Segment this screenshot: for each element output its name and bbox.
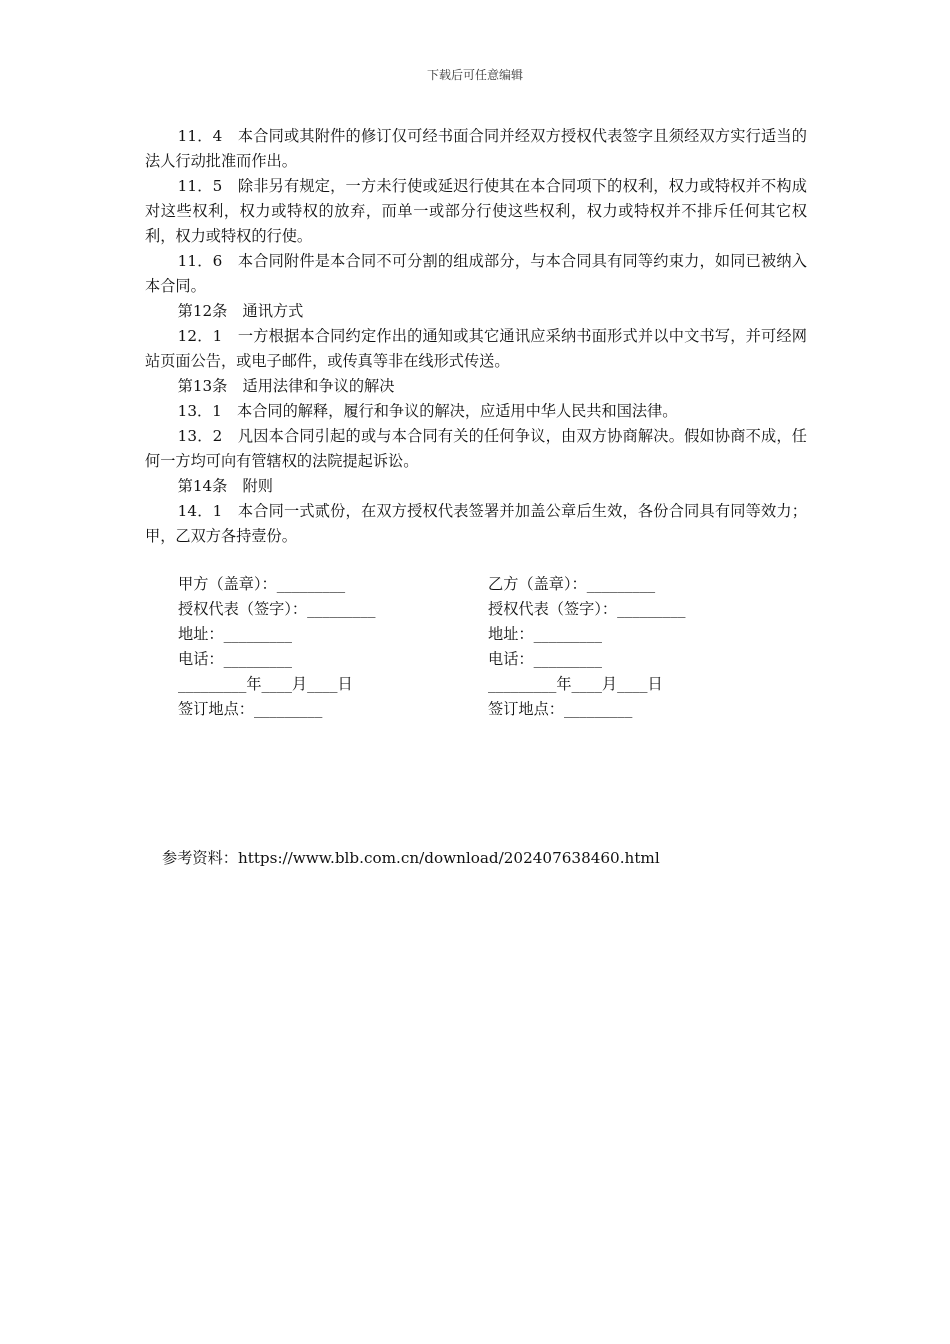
clause-11-6: 11．6 本合同附件是本合同不可分割的组成部分，与本合同具有同等约束力，如同已被纳入本合同。 bbox=[145, 252, 807, 295]
signature-row-phone bbox=[178, 647, 798, 672]
party-a-seal-field: 甲方（盖章）：_________ bbox=[178, 575, 346, 593]
contract-body bbox=[145, 124, 807, 549]
party-a-address-field: 地址：_________ bbox=[178, 625, 292, 643]
party-a-phone-field: 电话：_________ bbox=[178, 650, 292, 668]
party-b-date-field: _________年____月____日 bbox=[488, 675, 663, 693]
clause-11-4: 11．4 本合同或其附件的修订仅可经书面合同并经双方授权代表签字且须经双方实行适当的法人行动批准而作出。 bbox=[145, 127, 807, 170]
signature-row-date bbox=[178, 672, 798, 697]
signature-row-seal bbox=[178, 572, 798, 597]
page-header: 下载后可任意编辑 bbox=[426, 68, 523, 82]
article-13-heading: 第13条 适用法律和争议的解决 bbox=[177, 377, 395, 395]
reference-link[interactable]: 参考资料：https://www.blb.com.cn/download/202407638460.html bbox=[162, 849, 660, 867]
party-b-place-field: 签订地点：_________ bbox=[488, 700, 633, 718]
party-b-rep-field: 授权代表（签字）：_________ bbox=[488, 600, 686, 618]
clause-13-2: 13．2 凡因本合同引起的或与本合同有关的任何争议，由双方协商解决。假如协商不成，任何一方均可向有管辖权的法院提起诉讼。 bbox=[145, 427, 807, 470]
clause-11-5: 11．5 除非另有规定，一方未行使或延迟行使其在本合同项下的权利，权力或特权并不构成对这些权利，权力或特权的放弃，而单一或部分行使这些权利，权力或特权并不排斥任何其它权利，权力或特权的行使。 bbox=[145, 177, 807, 245]
party-b-address-field: 地址：_________ bbox=[488, 625, 602, 643]
article-12-heading: 第12条 通讯方式 bbox=[177, 302, 304, 320]
clause-12-1: 12．1 一方根据本合同约定作出的通知或其它通讯应采纳书面形式并以中文书写，并可经网站页面公告，或电子邮件，或传真等非在线形式传送。 bbox=[145, 327, 807, 370]
party-b-seal-field: 乙方（盖章）：_________ bbox=[488, 575, 656, 593]
signature-row-address bbox=[178, 622, 798, 647]
signature-row-place bbox=[178, 697, 798, 722]
article-14-heading: 第14条 附则 bbox=[177, 477, 273, 495]
signature-block bbox=[178, 572, 798, 722]
party-b-phone-field: 电话：_________ bbox=[488, 650, 602, 668]
party-a-rep-field: 授权代表（签字）：_________ bbox=[178, 600, 376, 618]
clause-13-1: 13．1 本合同的解释，履行和争议的解决，应适用中华人民共和国法律。 bbox=[177, 402, 678, 420]
clause-14-1: 14．1 本合同一式贰份，在双方授权代表签署并加盖公章后生效，各份合同具有同等效力；甲，乙双方各持壹份。 bbox=[145, 502, 807, 545]
party-a-place-field: 签订地点：_________ bbox=[178, 700, 323, 718]
signature-row-rep bbox=[178, 597, 798, 622]
party-a-date-field: _________年____月____日 bbox=[178, 675, 353, 693]
